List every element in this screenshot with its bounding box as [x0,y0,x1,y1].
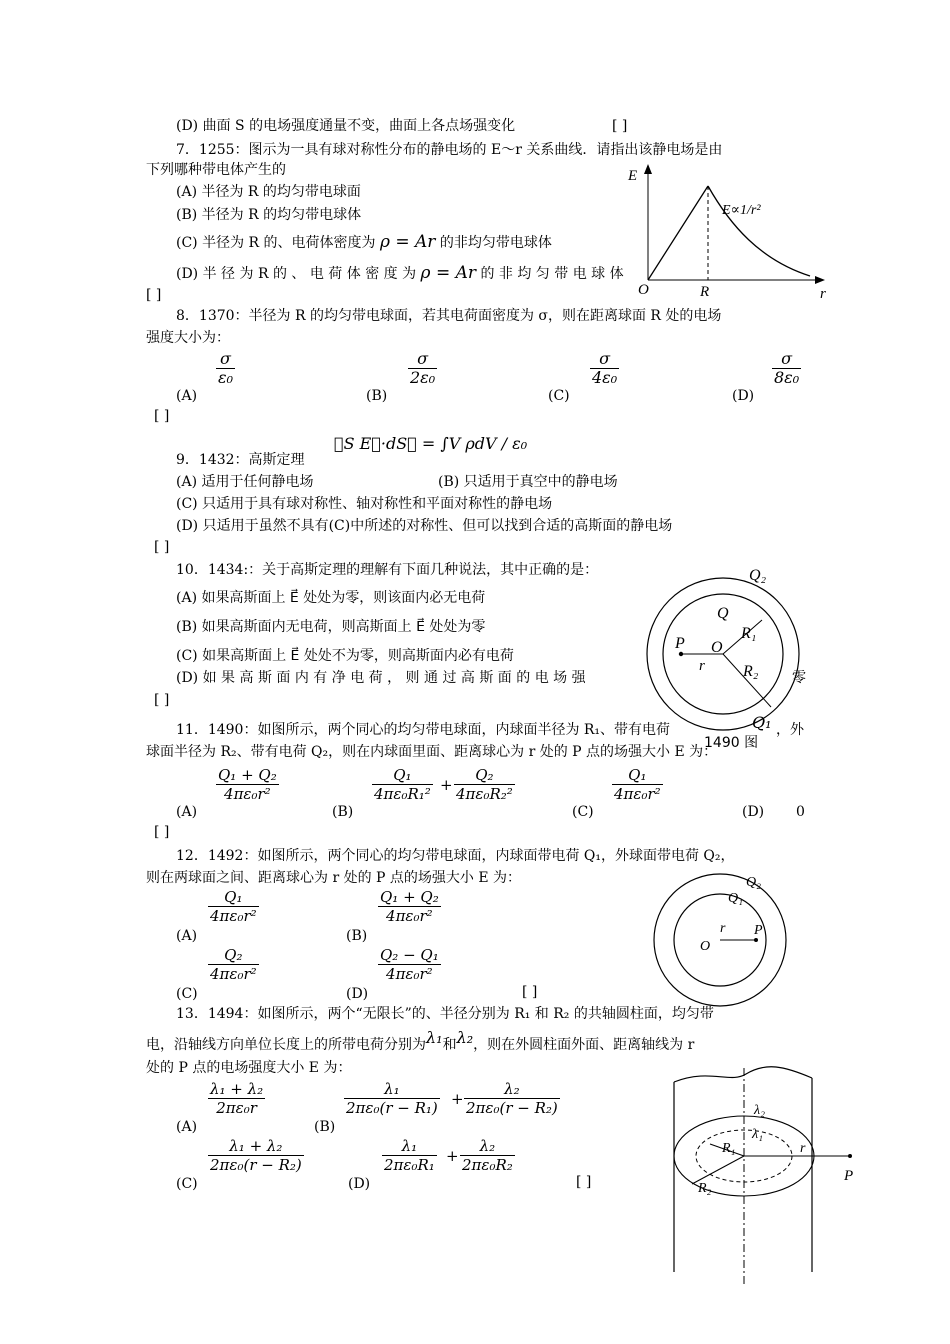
q13-option-b-label[interactable]: (B) [314,1119,336,1135]
q11-a-num: Q₁ + Q₂ [218,766,277,784]
q12-option-b-frac [378,888,441,925]
q7-option-a[interactable]: (A) 半径为 R 的均匀带电球面 [176,184,361,200]
q11-q1-label: Q₁ [752,713,772,732]
q9-option-d[interactable]: (D) 只适用于虽然不具有(C)中所述的对称性、但可以找到合适的高斯面的静电场 [176,518,673,534]
q13-coaxial-cylinders-figure [660,1060,860,1286]
q13-d2-den: 2πε₀R₂ [462,1156,513,1174]
q10-option-d[interactable]: (D) 如 果 高 斯 面 内 有 净 电 荷 ， 则 通 过 高 斯 面 的 电 场 强 [176,670,586,686]
q12-a-num: Q₁ [208,888,259,907]
q13-option-b-plus: + [451,1090,464,1108]
q8-d-num: σ [772,350,801,369]
q13-option-d-plus: + [446,1147,459,1165]
q7-option-d[interactable] [176,263,624,284]
q13-d1-den: 2πε₀R₁ [384,1156,435,1174]
q13-b2-num: λ₂ [464,1080,560,1099]
q7-radius-label: R [700,284,710,300]
q11-option-a-frac [216,766,279,803]
q9-option-b[interactable]: (B) 只适用于真空中的静电场 [438,474,618,490]
q12-option-b-label[interactable]: (B) [346,928,368,944]
q8-stem-line1: 8．1370：半径为 R 的均匀带电球面，若其电荷面密度为 σ，则在距离球面 R 处的电场 [176,308,722,324]
q12-d-den: 4πε₀r² [386,965,433,983]
q13-option-d-frac2 [460,1137,515,1174]
q10-option-c[interactable]: (C) 如果高斯面上 E⃗ 处处不为零，则高斯面内必有电荷 [176,648,514,664]
q11-option-d-label[interactable]: (D) [742,804,765,820]
q10-option-d-end: 零 [792,670,806,686]
q11-b1-num: Q₁ [372,766,433,785]
q13-option-c-label[interactable]: (C) [176,1176,198,1192]
q12-c-num: Q₂ [208,946,259,965]
q8-b-num: σ [408,350,437,369]
q8-option-c-frac [590,350,619,387]
q12-stem-line2: 则在两球面之间、距离球心为 r 处的 P 点的场强大小 E 为： [146,870,522,886]
q13-answer-bracket[interactable]: [ ] [576,1174,592,1190]
q13-option-d-label[interactable]: (D) [348,1176,371,1192]
q12-concentric-spheres-figure [636,868,806,1010]
q13-fig-r: r [800,1141,806,1156]
q13-fig-p: P [844,1168,854,1184]
q13-fig-lambda1: λ₁ [752,1127,763,1142]
q10-fig-r1: R₁ [741,625,757,642]
q12-b-den: 4πε₀r² [386,907,433,925]
q11-answer-bracket[interactable]: [ ] [154,824,170,840]
q13-option-a-frac [208,1080,265,1117]
q10-fig-q2: Q₂ [749,567,767,584]
q10-stem: 10．1434:：关于高斯定理的理解有下面几种说法，其中正确的是： [176,562,599,578]
q13-d1-num: λ₁ [382,1137,437,1156]
q9-stem: 9．1432：高斯定理 [176,452,305,468]
q12-fig-q1: Q₁ [728,891,743,906]
q12-b-num: Q₁ + Q₂ [380,888,439,906]
q11-option-a-label[interactable]: (A) [176,804,198,820]
q8-a-num: σ [216,350,235,369]
q11-a-den: 4πε₀r² [224,785,271,803]
q13-d2-num: λ₂ [460,1137,515,1156]
q9-gauss-formula: ∮S E⃗·dS⃗ = ∫V ρdV / ε₀ [334,434,528,453]
q8-stem-line2: 强度大小为： [146,330,230,346]
q13-stem-line2-post: ，则在外圆柱面外面、距离轴线为 r [473,1037,695,1053]
q7-option-b[interactable]: (B) 半径为 R 的均匀带电球体 [176,207,362,223]
q7-law-label: E∝1/r² [722,203,761,218]
q10-fig-r: r [699,658,705,674]
q7-option-c-post: 的非均匀带电球体 [439,235,552,251]
q12-a-den: 4πε₀r² [210,907,257,925]
q8-option-a-label[interactable]: (A) [176,388,198,404]
q13-option-a-label[interactable]: (A) [176,1119,198,1135]
q12-option-c-frac [208,946,259,983]
q8-answer-bracket[interactable]: [ ] [154,408,170,424]
q7-option-c-rho: ρ = Ar [379,232,436,252]
q13-option-b-frac1 [344,1080,440,1117]
q13-b2-den: 2πε₀(r − R₂) [466,1099,558,1117]
q12-d-num: Q₂ − Q₁ [380,946,439,964]
q11-b2-num: Q₂ [454,766,515,785]
q11-figure-caption: 1490 图 [704,735,759,751]
q6-option-d: (D) 曲面 S 的电场强度通量不变，曲面上各点场强变化 [176,118,516,134]
q12-c-den: 4πε₀r² [210,965,257,983]
q9-answer-bracket[interactable]: [ ] [154,539,170,555]
q8-option-c-label[interactable]: (C) [548,388,570,404]
q11-stem-line2: 球面半径为 R₂、带有电荷 Q₂，则在内球面里面、距离球心为 r 处的 P 点的场强大小 E 为： [146,744,718,760]
q6-answer-bracket[interactable]: [ ] [612,118,628,134]
q13-stem-line3: 处的 P 点的电场强度大小 E 为： [146,1060,352,1076]
q13-option-d-frac1 [382,1137,437,1174]
q10-fig-q: Q [717,605,729,622]
q13-and: 和 [442,1037,457,1053]
q11-c-den: 4πε₀r² [614,785,661,803]
q12-option-a-frac [208,888,259,925]
q7-option-d-post: 的 非 均 匀 带 电 球 体 [480,266,624,282]
q13-b1-den: 2πε₀(r − R₁) [346,1099,438,1117]
q7-stem-line2: 下列哪种带电体产生的 [146,162,286,178]
q12-option-a-label[interactable]: (A) [176,928,198,944]
q13-fig-r1: R₁ [722,1141,736,1156]
q11-option-b-label[interactable]: (B) [332,804,354,820]
q8-c-num: σ [590,350,619,369]
q7-e-r-graph [620,160,835,300]
q7-origin-label: O [638,282,649,298]
q11-option-b-plus: + [440,776,453,794]
q11-b1-den: 4πε₀R₁² [374,785,431,803]
q12-fig-p: P [754,923,763,938]
q7-option-d-rho: ρ = Ar [420,263,476,283]
q7-option-c-pre: (C) 半径为 R 的、电荷体密度为 [176,235,376,251]
q11-option-c-label[interactable]: (C) [572,804,594,820]
q12-option-d-frac [378,946,441,983]
q11-c-num: Q₁ [612,766,663,785]
q7-option-c[interactable] [176,232,552,253]
q12-option-d-label[interactable]: (D) [346,986,369,1002]
q8-a-den: ε₀ [218,368,233,387]
q13-lambda2: λ₂ [456,1028,474,1047]
q12-fig-o: O [700,939,711,954]
q13-a-den: 2πε₀r [216,1099,257,1117]
q13-stem-line2 [146,1028,695,1055]
q11-b2-den: 4πε₀R₂² [456,785,513,803]
q10-option-a[interactable]: (A) 如果高斯面上 E⃗ 处处为零，则该面内必无电荷 [176,590,486,606]
q12-fig-q2: Q₂ [746,875,761,890]
q7-axis-r-label: r [820,286,826,300]
q10-answer-bracket[interactable]: [ ] [154,692,170,708]
q11-option-d-value: 0 [796,804,805,820]
q10-fig-p: P [675,635,685,652]
q13-a-num: λ₁ + λ₂ [210,1080,264,1098]
q13-fig-lambda2: λ₂ [754,1103,765,1118]
q13-option-b-frac2 [464,1080,560,1117]
q8-option-d-frac [772,350,801,387]
q11-option-b-frac2 [454,766,515,803]
q7-stem-line1: 7．1255：图示为一具有球对称性分布的静电场的 E～r 关系曲线．请指出该静电场是由 [176,142,723,158]
q10-fig-r2: R₂ [743,663,759,680]
q7-option-d-pre: (D) 半 径 为 R 的 、 电 荷 体 密 度 为 [176,266,417,282]
q9-option-a[interactable]: (A) 适用于任何静电场 [176,474,314,490]
q11-stem-line1-end: ，外 [776,722,804,738]
q13-c-num: λ₁ + λ₂ [208,1137,304,1156]
q10-option-b[interactable]: (B) 如果高斯面内无电荷，则高斯面上 E⃗ 处处为零 [176,619,486,635]
q8-option-d-label[interactable]: (D) [732,388,755,404]
q12-option-c-label[interactable]: (C) [176,986,198,1002]
q13-fig-r2: R₂ [698,1181,712,1196]
q11-stem-line1: 11．1490：如图所示，两个同心的均匀带电球面，内球面半径为 R₁、带有电荷 [176,722,671,738]
q7-answer-bracket[interactable]: [ ] [146,287,162,303]
q8-d-den: 8ε₀ [774,368,800,387]
q12-fig-r: r [720,921,726,936]
q12-stem-line1: 12．1492：如图所示，两个同心的均匀带电球面，内球面带电荷 Q₁，外球面带电荷 Q₂， [176,848,735,864]
q7-axis-e-label: E [628,168,638,184]
q9-option-c[interactable]: (C) 只适用于具有球对称性、轴对称性和平面对称性的静电场 [176,496,553,512]
q13-c-den: 2πε₀(r − R₂) [210,1156,302,1174]
q13-b1-num: λ₁ [344,1080,440,1099]
q8-option-b-label[interactable]: (B) [366,388,388,404]
q8-option-a-frac [216,350,235,387]
q13-lambda1: λ₁ [426,1028,443,1047]
q8-c-den: 4ε₀ [592,368,618,387]
q10-fig-o: O [711,639,723,656]
q12-answer-bracket[interactable]: [ ] [522,984,538,1000]
q8-option-b-frac [408,350,437,387]
q13-stem-line1: 13．1494：如图所示，两个“无限长”的、半径分别为 R₁ 和 R₂ 的共轴圆柱面，均匀带 [176,1006,714,1022]
q11-option-b-frac1 [372,766,433,803]
q8-b-den: 2ε₀ [410,368,436,387]
q13-option-c-frac [208,1137,304,1174]
q13-stem-line2-pre: 电，沿轴线方向单位长度上的所带电荷分别为 [146,1037,426,1053]
q11-option-c-frac [612,766,663,803]
